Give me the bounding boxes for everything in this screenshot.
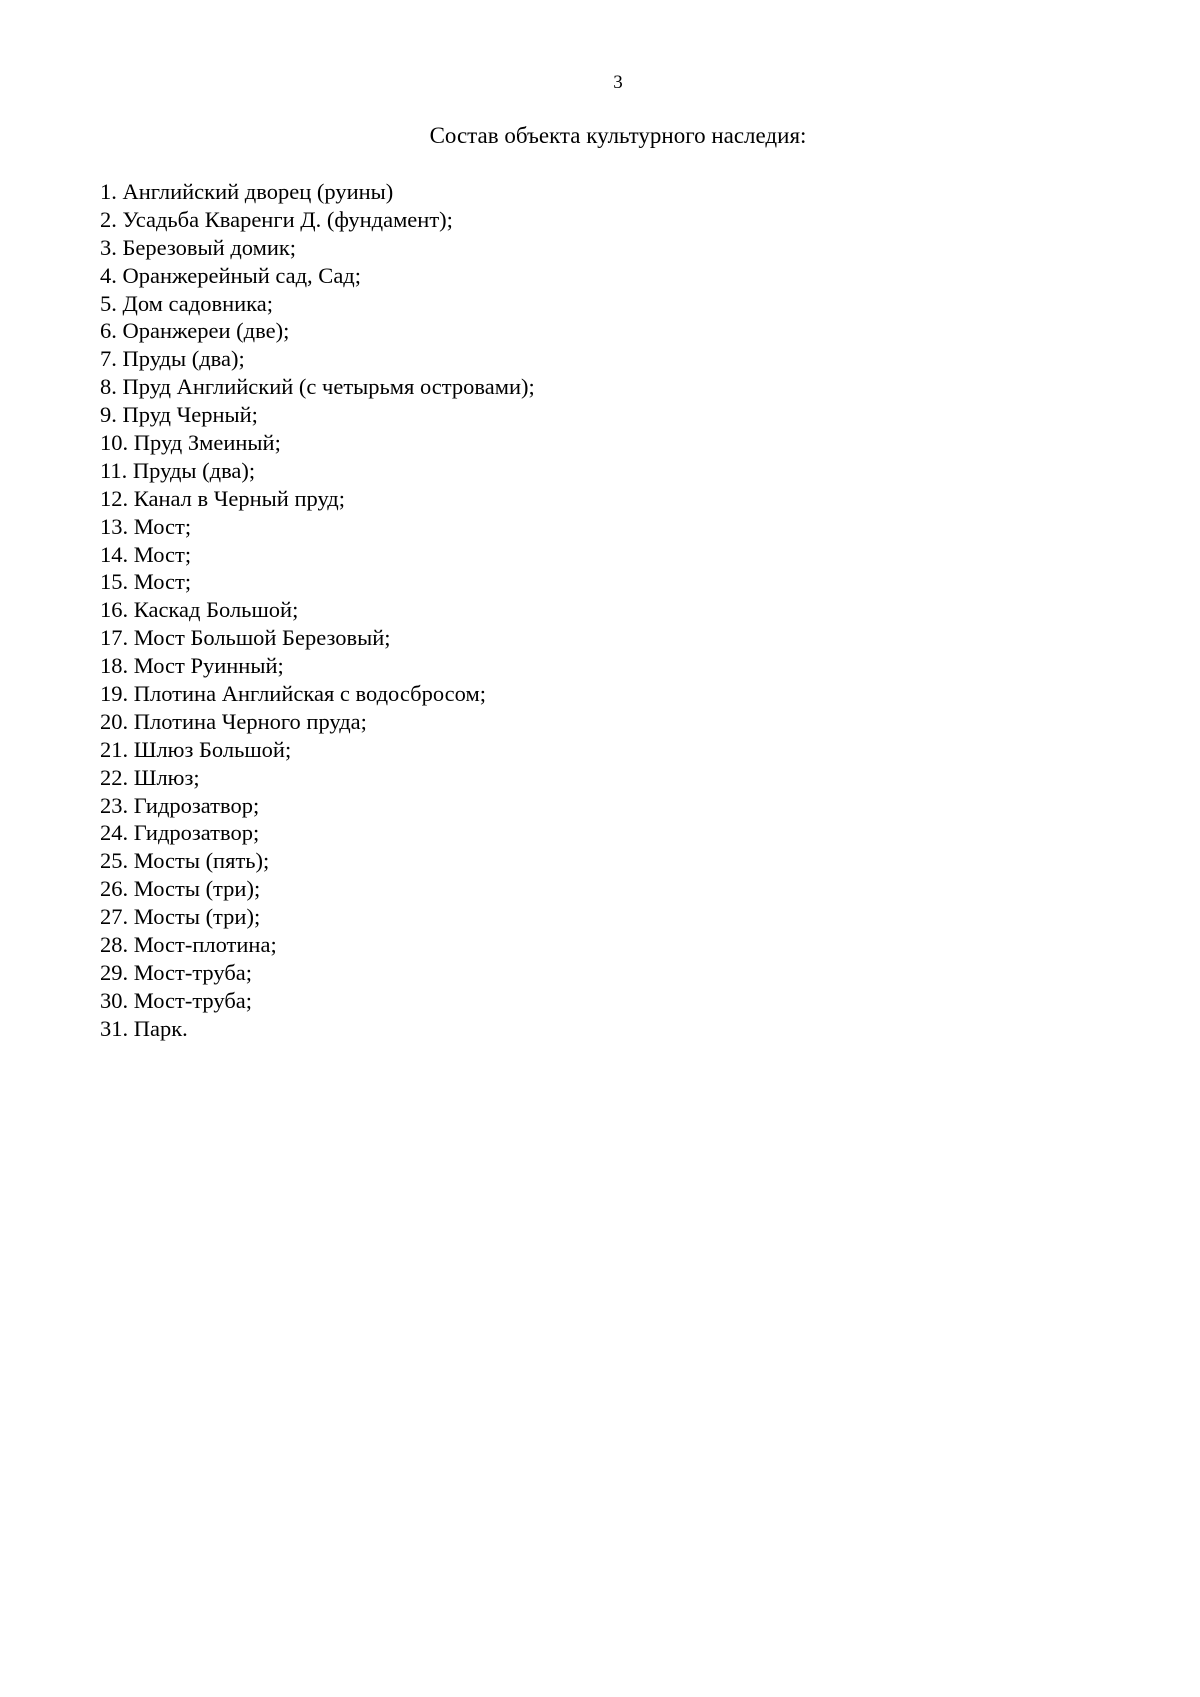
- list-item: 17. Мост Большой Березовый;: [100, 625, 391, 651]
- list-item: 23. Гидрозатвор;: [100, 792, 260, 818]
- list-item: 19. Плотина Английская с водосбросом;: [100, 681, 486, 707]
- list-item: 7. Пруды (два);: [100, 346, 245, 372]
- list-item: 16. Каскад Большой;: [100, 597, 299, 623]
- list-item: 9. Пруд Черный;: [100, 402, 258, 428]
- list-item: 24. Гидрозатвор;: [100, 820, 260, 846]
- list-item: 26. Мосты (три);: [100, 876, 261, 902]
- list-item: 27. Мосты (три);: [100, 904, 261, 930]
- list-item: 2. Усадьба Кваренги Д. (фундамент);: [100, 206, 453, 232]
- list-item: 25. Мосты (пять);: [100, 848, 270, 874]
- list-item: 5. Дом садовника;: [100, 290, 274, 316]
- heritage-items-list: [100, 178, 535, 1043]
- list-item: 15. Мост;: [100, 569, 192, 595]
- list-item: 14. Мост;: [100, 541, 192, 567]
- page-title: Состав объекта культурного наследия:: [429, 123, 807, 148]
- list-item: 1. Английский дворец (руины): [100, 179, 394, 204]
- list-item: 4. Оранжерейный сад, Сад;: [100, 262, 362, 288]
- list-item: 11. Пруды (два);: [100, 457, 256, 483]
- list-item: 22. Шлюз;: [100, 764, 200, 790]
- list-item: 18. Мост Руинный;: [100, 653, 284, 679]
- list-item: 29. Мост-труба;: [100, 959, 253, 985]
- list-item: 30. Мост-труба;: [100, 987, 253, 1013]
- list-item: 20. Плотина Черного пруда;: [100, 708, 367, 734]
- list-item: 12. Канал в Черный пруд;: [100, 485, 345, 511]
- list-item: 13. Мост;: [100, 513, 192, 539]
- list-item: 6. Оранжереи (две);: [100, 318, 290, 344]
- list-item: 28. Мост-плотина;: [100, 932, 277, 958]
- list-item: 21. Шлюз Большой;: [100, 736, 292, 762]
- list-item: 3. Березовый домик;: [100, 234, 297, 260]
- list-item: 31. Парк.: [100, 1015, 188, 1041]
- page-number: 3: [613, 72, 623, 93]
- list-item: 8. Пруд Английский (с четырьмя островами);: [100, 374, 535, 400]
- list-item: 10. Пруд Змеиный;: [100, 430, 281, 456]
